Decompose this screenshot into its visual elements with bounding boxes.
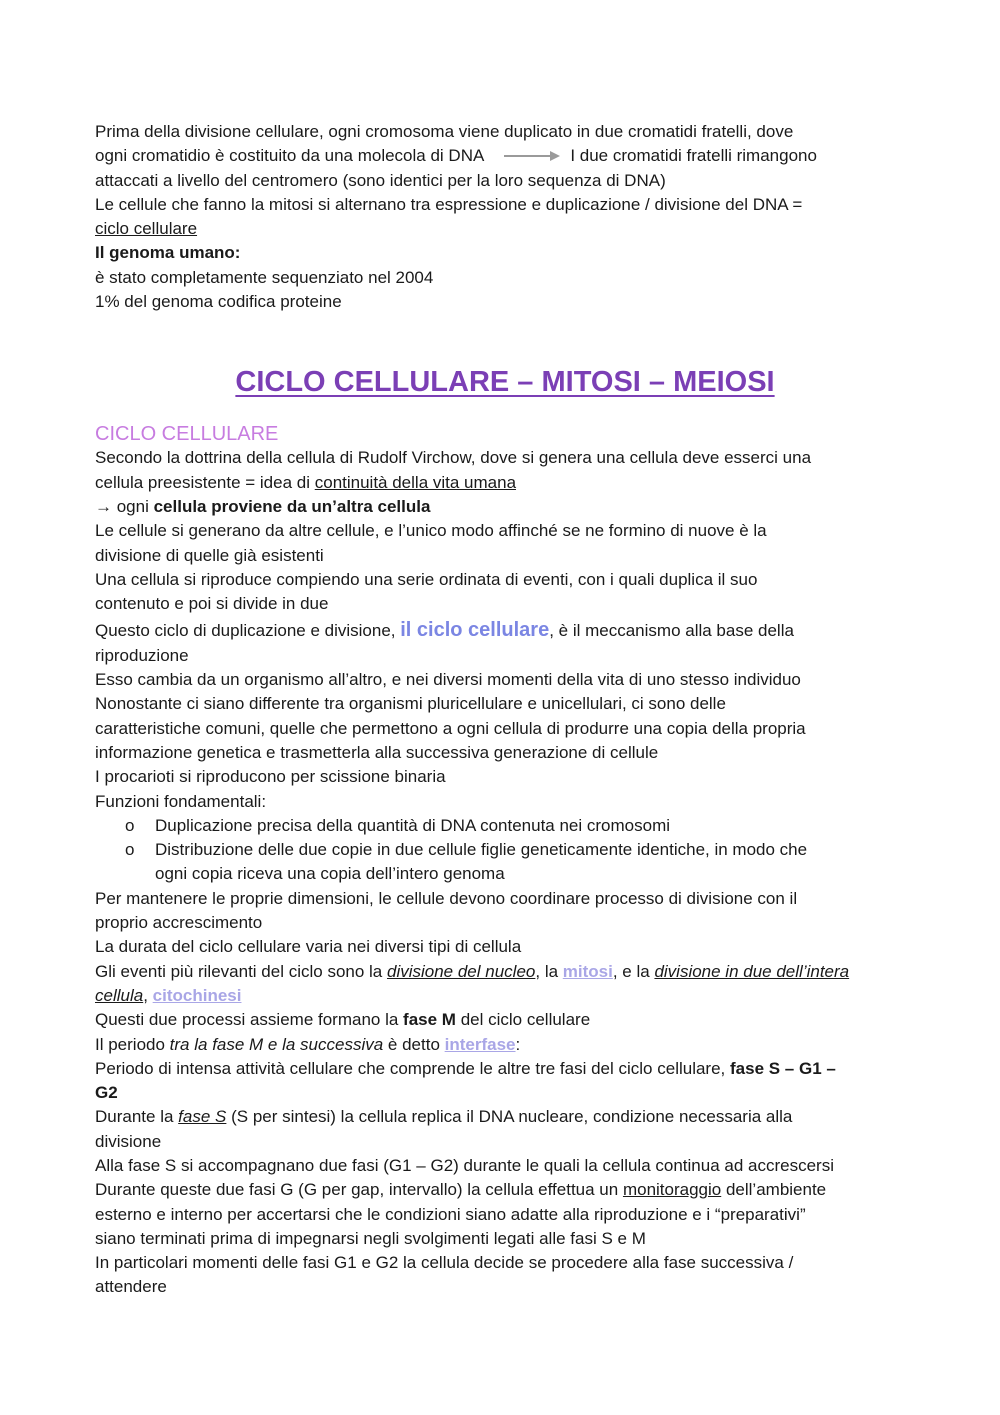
highlighted-term: citochinesi [152,985,242,1005]
highlighted-term: mitosi [562,961,613,981]
text-line: Prima della divisione cellulare, ogni cromosoma viene duplicato in due cromatidi fratelli, dove [95,122,794,141]
underlined-term: divisione del nucleo [386,961,536,981]
bold-term: fase S – G1 – [730,1058,836,1078]
text-segment: , la [535,961,563,981]
text-segment: Questi due processi assieme formano la [95,1010,404,1030]
highlighted-term: il ciclo cellulare [400,619,550,642]
bullet-circle-icon: o [125,815,135,835]
page-title: CICLO CELLULARE – MITOSI – MEIOSI [235,366,775,399]
text-segment: ogni [112,496,154,516]
list-item-text: Duplicazione precisa della quantità di DNA contenuta nei cromosomi [155,815,671,835]
genome-heading: Il genoma umano: [95,243,241,263]
text-line [95,495,915,519]
list-item-text: ogni copia riceva una copia dell’intero genoma [155,864,505,884]
section-heading: CICLO CELLULARE [95,423,279,446]
text-segment: Questo ciclo di duplicazione e divisione, [95,621,401,641]
text-line [95,960,915,984]
bold-term: cellula proviene da un’altra cellula [153,496,431,516]
text-line: esterno e interno per accertarsi che le condizioni siano adatte alla riproduzione e i “preparativi” [95,1204,806,1224]
text-segment: Periodo di intensa attività cellulare che comprende le altre tre fasi del ciclo cellulare, [95,1058,730,1078]
text-line: attendere [95,1277,167,1297]
text-line [95,1178,915,1202]
bold-term: fase M [403,1010,456,1030]
text-line: Alla fase S si accompagnano due fasi (G1 – G2) durante le quali la cellula continua ad accrescersi [95,1155,834,1175]
arrow-bullet-icon: → [95,496,112,516]
underlined-term: cellula [95,985,144,1005]
text-segment: : [515,1034,521,1054]
text-line: attaccati a livello del centromero (sono identici per la loro sequenza di DNA) [95,170,666,190]
text-line: è stato completamente sequenziato nel 2004 [95,267,434,287]
text-line: Funzioni fondamentali: [95,791,267,811]
text-line: G2 [95,1083,118,1103]
text-line: La durata del ciclo cellulare varia nei diversi tipi di cellula [95,937,522,957]
text-line: informazione genetica e trasmetterla alla successiva generazione di cellule [95,742,659,762]
underlined-term: monitoraggio [622,1180,722,1200]
text-segment: , [143,985,153,1005]
text-line: Le cellule che fanno la mitosi si alternano tra espressione e duplicazione / divisione del DNA = [95,194,803,214]
list-item [95,814,915,838]
text-line: Esso cambia da un organismo all’altro, e nei diversi momenti della vita di uno stesso individuo [95,670,801,690]
text-segment: , e la [612,961,655,981]
underlined-term: fase S [178,1107,227,1127]
text-line [95,1033,915,1057]
text-line [95,144,915,168]
underlined-term: ciclo cellulare [95,219,198,239]
italic-term: tra la fase M e la successiva [169,1034,384,1054]
text-segment: dell’ambiente [721,1180,827,1200]
document-page [95,120,915,1300]
text-segment: è detto [383,1034,445,1054]
text-line [95,1105,915,1129]
text-line: divisione di quelle già esistenti [95,545,324,565]
text-segment: cellula preesistente = idea di [95,472,315,492]
text-line: Una cellula si riproduce compiendo una serie ordinata di eventi, con i quali duplica il suo [95,569,758,589]
arrow-right-icon [504,150,560,162]
list-item-text: Distribuzione delle due copie in due cellule figlie geneticamente identiche, in modo che [155,840,808,860]
text-segment: Durante queste due fasi G (G per gap, intervallo) la cellula effettua un [95,1180,623,1200]
text-line: proprio accrescimento [95,913,263,933]
text-segment: , è il meccanismo alla base della [549,621,794,641]
list-item [95,838,915,887]
underlined-term: divisione in due dell’intera [654,961,850,981]
text-line: I procarioti si riproducono per scissione binaria [95,767,446,787]
text-segment: I due cromatidi fratelli rimangono [570,146,817,166]
text-segment: Il periodo [95,1034,170,1054]
text-line: Nonostante ci siano differente tra organismi pluricellulare e unicellulari, ci sono delle [95,694,726,714]
text-segment: del ciclo cellulare [455,1010,591,1030]
text-segment: (S per sintesi) la cellula replica il DNA nucleare, condizione necessaria alla [226,1107,793,1127]
text-line: Le cellule si generano da altre cellule, e l’unico modo affinché se ne formino di nuove è la [95,521,767,541]
text-line: Per mantenere le proprie dimensioni, le cellule devono coordinare processo di divisione con il [95,888,798,908]
text-line [95,618,915,643]
highlighted-term: interfase [444,1034,516,1054]
text-segment: Gli eventi più rilevanti del ciclo sono la [95,961,387,981]
text-line: riproduzione [95,645,189,665]
text-line [95,1057,915,1081]
text-line: 1% del genoma codifica proteine [95,292,342,312]
text-segment: ogni cromatidio è costituito da una molecola di DNA [95,146,485,166]
text-line [95,471,915,495]
bullet-list [95,814,915,887]
underlined-term: continuità della vita umana [314,472,517,492]
text-line: siano terminati prima di impegnarsi negli svolgimenti legati alle fasi S e M [95,1228,646,1248]
text-line: caratteristiche comuni, quelle che permettono a ogni cellula di produrre una copia della propria [95,718,806,738]
text-line: In particolari momenti delle fasi G1 e G2 la cellula decide se procedere alla fase successiva / [95,1253,794,1273]
text-segment: Durante la [95,1107,179,1127]
text-line [95,1008,915,1032]
text-line: Secondo la dottrina della cellula di Rudolf Virchow, dove si genera una cellula deve esserci una [95,448,812,468]
text-line: contenuto e poi si divide in due [95,594,329,614]
text-line: divisione [95,1131,162,1151]
text-line [95,984,915,1008]
bullet-circle-icon: o [125,840,135,860]
